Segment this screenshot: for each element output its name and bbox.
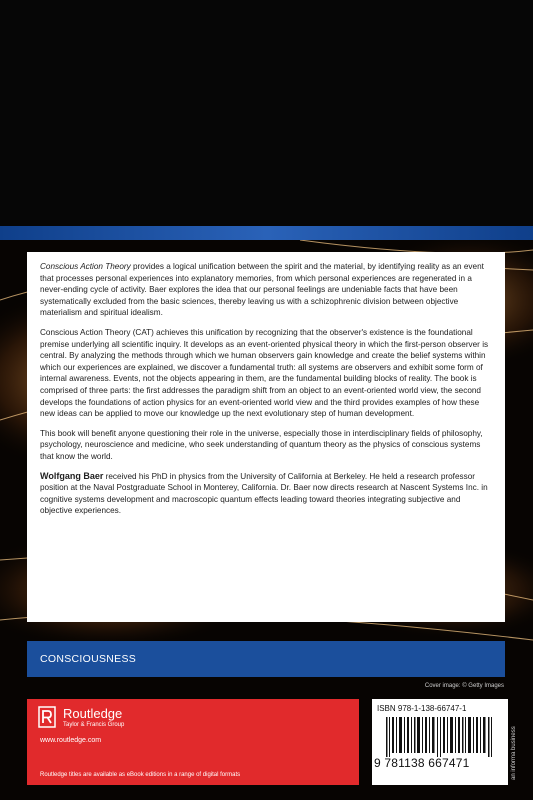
blurb-panel xyxy=(27,252,505,622)
isbn-label: ISBN 978-1-138-66747-1 xyxy=(377,704,467,713)
ebook-note: Routledge titles are available as eBook editions in a range of digital formats xyxy=(40,772,241,778)
informa-side-note: an informa business xyxy=(511,726,517,780)
author-name: Wolfgang Baer xyxy=(40,470,104,481)
book-title: Conscious Action Theory xyxy=(40,262,131,271)
cover-credit: Cover image: © Getty Images xyxy=(424,683,504,689)
author-paragraph xyxy=(40,471,492,517)
routledge-logo-icon xyxy=(38,706,56,728)
publisher-block xyxy=(27,699,359,785)
blue-band xyxy=(0,226,533,240)
category-label: CONSCIOUSNESS xyxy=(40,653,137,665)
barcode-block xyxy=(372,699,508,785)
barcode-icon xyxy=(386,717,496,757)
publisher-url[interactable]: www.routledge.com xyxy=(40,737,102,744)
category-bar xyxy=(27,641,505,677)
description-paragraph: Conscious Action Theory (CAT) achieves this unification by recognizing that the observer's existence is the foundational premise underlying all scientific inquiry. It develops as an event-oriented physical theory in which the first-person observer is central. By analyzing the methods through which we human observers gain knowledge and create the belief systems within which our experiences are explained, we discover a fundamental truth: all systems are observers and exhibit some form of internal awareness. Events, not the objects appearing in them, are the fundamental building blocks of reality. The book is comprised of three parts: the first addresses the paradigm shift from an object to an event-oriented world view, the second develops the foundations of action physics for an event-oriented world view and the third provides examples of how these new ideas can be applied to move our knowledge up the next evolutionary step of human development. xyxy=(40,327,489,419)
author-bio: received his PhD in physics from the University of California at Berkeley. He held a research professor position at the Naval Postgraduate School in Monterey, California. Dr. Baer now directs research at Nascent Systems Inc. in cognitive systems development and macroscopic quantum effects leading toward theories integrating subjective and objective experiences. xyxy=(40,471,488,516)
audience-paragraph: This book will benefit anyone questioning their role in the universe, especially those in interdisciplinary fields of philosophy, psychology, neuroscience and medicine, who seek understanding of quantum theory as the physics of conscious systems that know the world. xyxy=(40,428,483,461)
publisher-group: Taylor & Francis Group xyxy=(63,722,125,728)
barcode-digits: 9 781138 667471 xyxy=(374,756,470,770)
publisher-name: Routledge xyxy=(63,706,123,721)
intro-paragraph: Conscious Action Theory provides a logical unification between the spirit and the material, by identifying reality as an event that processes personal experiences into explanatory memories, from which personal experiences are regenerated in a never-ending cycle of activity. Baer explores the idea that our personal feelings are undeniable facts that have been systematically excluded from the basic sciences, thereby leaving us with a schizophrenic division between objective materialism and spiritual idealism. xyxy=(40,262,484,318)
